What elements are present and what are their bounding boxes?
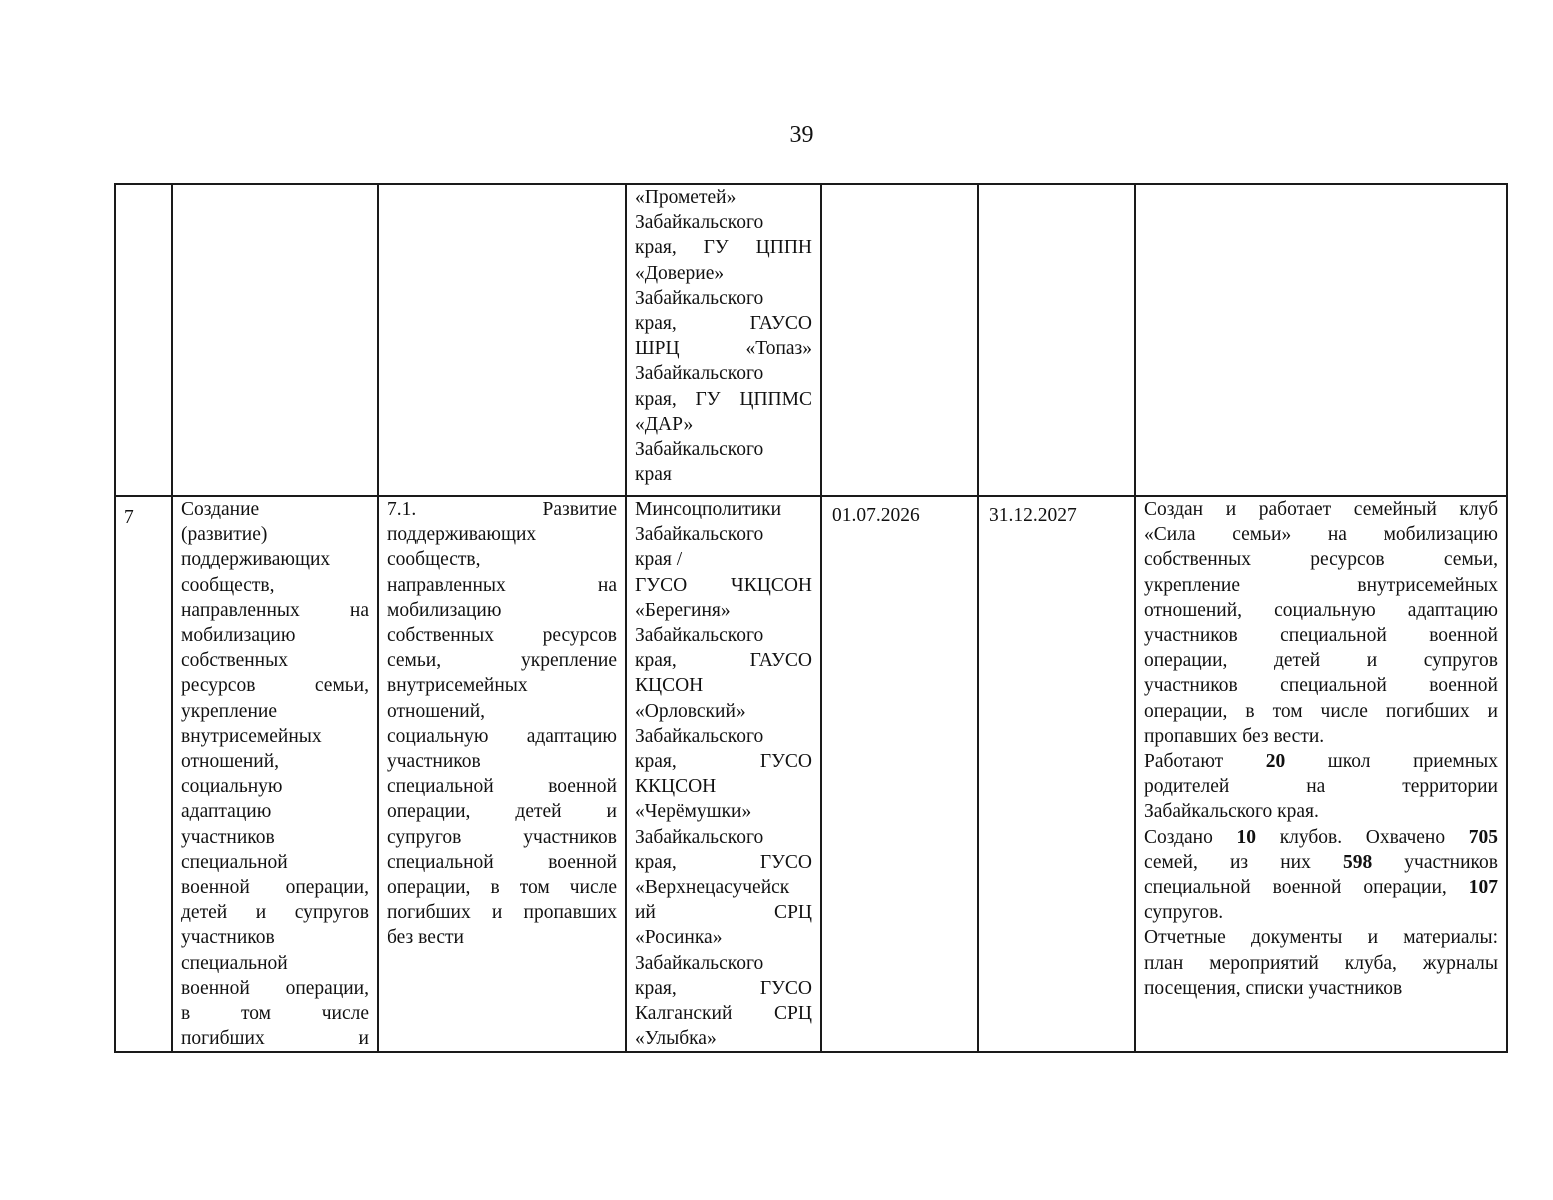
result-text xyxy=(1135,496,1507,1052)
cell-executors xyxy=(626,184,821,496)
text-line: «ДАР» xyxy=(635,413,694,435)
text-line: операции, детей и супругов xyxy=(1144,650,1498,672)
text-line: направленных на xyxy=(387,574,617,596)
text-line: специальной xyxy=(181,952,288,974)
start-date: 01.07.2026 xyxy=(821,496,978,1052)
cell-task xyxy=(172,184,378,496)
result-paragraph-3 xyxy=(1144,825,1498,926)
cell-number xyxy=(115,184,172,496)
text-line: специальной xyxy=(181,851,288,873)
text-line: Создание xyxy=(181,499,260,520)
result-line: Создано 10 клубов. Охвачено 705 xyxy=(1144,826,1498,848)
result-line: Работают 20 школ приемных xyxy=(1144,751,1498,773)
text-line: укрепление xyxy=(181,700,277,722)
text-line: военной операции, xyxy=(181,877,369,899)
families-count: 705 xyxy=(1468,826,1498,848)
text-line: 7.1. Развитие xyxy=(387,499,617,520)
text-line: Создан и работает семейный клуб xyxy=(1144,499,1498,520)
table-row-7 xyxy=(115,496,1507,1052)
text-line: участников xyxy=(387,751,481,773)
text-line: Отчетные документы и материалы: xyxy=(1144,927,1498,949)
text-line: «Верхнецасучейск xyxy=(635,877,790,899)
text-line: КЦСОН xyxy=(635,675,704,697)
text-line: социальную адаптацию xyxy=(387,725,617,747)
text-line: сообществ, xyxy=(181,574,275,596)
text-line: Калганский СРЦ xyxy=(635,1003,812,1025)
text-line: собственных xyxy=(181,650,288,672)
text-line: поддерживающих xyxy=(181,549,331,571)
result-paragraph-1 xyxy=(1144,497,1498,749)
text-line: отношений, социальную адаптацию xyxy=(1144,599,1498,621)
text-line: Забайкальского xyxy=(635,439,764,461)
text-line: края, ГАУСО xyxy=(635,313,812,335)
text-line: социальную xyxy=(181,776,283,798)
text-line: собственных ресурсов xyxy=(387,625,617,647)
text-line: «Орловский» xyxy=(635,700,746,722)
text-line: Минсоцполитики xyxy=(635,499,782,520)
text-line: погибших и пропавших xyxy=(387,902,617,924)
text-line: «Сила семьи» на мобилизацию xyxy=(1144,524,1498,546)
text-line: (развитие) xyxy=(181,524,268,546)
text-line: супругов участников xyxy=(387,826,617,848)
result-paragraph-4 xyxy=(1144,925,1498,1001)
text-line: отношений, xyxy=(387,700,486,722)
clubs-count: 10 xyxy=(1236,826,1257,848)
text-line: ий СРЦ xyxy=(635,902,812,924)
schools-count: 20 xyxy=(1265,751,1286,773)
text-line: внутрисемейных xyxy=(181,725,322,747)
text-line: Забайкальского xyxy=(635,826,764,848)
text-line: «Черёмушки» xyxy=(635,801,752,823)
text-line: Забайкальского xyxy=(635,212,764,234)
text-line: адаптацию xyxy=(181,801,272,823)
result-line: семей, из них 598 участников xyxy=(1144,851,1498,873)
page-number: 39 xyxy=(789,122,814,148)
text-line: поддерживающих xyxy=(387,524,537,546)
text-line: края / xyxy=(635,549,683,571)
result-line: супругов. xyxy=(1144,902,1224,924)
text-line: «Улыбка» xyxy=(635,1028,717,1050)
spouses-count: 107 xyxy=(1468,877,1498,899)
text-line: края, ГУ ЦППМС xyxy=(635,388,812,410)
text-line: края, ГУСО xyxy=(635,851,812,873)
text-line: специальной военной xyxy=(387,776,617,798)
row-number: 7 xyxy=(115,496,172,1052)
text-line: Забайкальского xyxy=(635,287,764,309)
text-line: погибших и xyxy=(181,1028,369,1050)
text-line: участников xyxy=(181,826,275,848)
text-line: ШРЦ «Топаз» xyxy=(635,338,812,360)
text-line: специальной военной xyxy=(387,851,617,873)
text-line: военной операции, xyxy=(181,977,369,999)
text-line: внутрисемейных xyxy=(387,675,528,697)
text-line: «Прометей» xyxy=(635,187,737,208)
text-line: «Доверие» xyxy=(635,262,725,284)
text-line: операции, в том числе xyxy=(387,877,617,899)
result-paragraph-2 xyxy=(1144,749,1498,825)
text-line: края, ГУСО xyxy=(635,751,812,773)
text-line: ГУСО ЧКЦСОН xyxy=(635,574,812,596)
text-line: укрепление внутрисемейных xyxy=(1144,574,1498,596)
text-line: ресурсов семьи, xyxy=(181,675,369,697)
text-line: операции, в том числе погибших и xyxy=(1144,700,1498,722)
text-line: без вести xyxy=(387,927,464,949)
text-line: Забайкальского xyxy=(635,952,764,974)
text-line: участников специальной военной xyxy=(1144,625,1498,647)
text-line: сообществ, xyxy=(387,549,481,571)
text-line: собственных ресурсов семьи, xyxy=(1144,549,1498,571)
task-text xyxy=(172,496,378,1052)
result-line: специальной военной операции, 107 xyxy=(1144,877,1498,899)
text-line: «Берегиня» xyxy=(635,599,731,621)
text-line: отношений, xyxy=(181,751,280,773)
text-line: семьи, укрепление xyxy=(387,650,617,672)
text-line: Забайкальского xyxy=(635,524,764,546)
text-line: направленных на xyxy=(181,599,369,621)
text-line: посещения, списки участников xyxy=(1144,977,1403,999)
text-line: «Росинка» xyxy=(635,927,723,949)
participants-count: 598 xyxy=(1342,851,1373,873)
text-line: мобилизацию xyxy=(387,599,502,621)
text-line: Забайкальского xyxy=(635,625,764,647)
text-line: Забайкальского xyxy=(635,363,764,385)
text-line: участников xyxy=(181,927,275,949)
text-line: края xyxy=(635,464,672,486)
text-line: пропавших без вести. xyxy=(1144,725,1325,747)
text-line: участников специальной военной xyxy=(1144,675,1498,697)
cell-result xyxy=(1135,184,1507,496)
text-line: ККЦСОН xyxy=(635,776,717,798)
result-line: Забайкальского края. xyxy=(1144,801,1319,823)
cell-end-date xyxy=(978,184,1135,496)
text-line: в том числе xyxy=(181,1003,369,1025)
text-line: мобилизацию xyxy=(181,625,296,647)
table-row-continuation xyxy=(115,184,1507,496)
text-line: края, ГУ ЦППН xyxy=(635,237,812,259)
text-line: края, ГАУСО xyxy=(635,650,812,672)
text-line: план мероприятий клуба, журналы xyxy=(1144,952,1498,974)
end-date: 31.12.2027 xyxy=(978,496,1135,1052)
text-line: края, ГУСО xyxy=(635,977,812,999)
text-line: Забайкальского xyxy=(635,725,764,747)
measure-text xyxy=(378,496,626,1052)
executors-text xyxy=(626,496,821,1052)
activity-table xyxy=(114,183,1508,1053)
cell-start-date xyxy=(821,184,978,496)
text-line: детей и супругов xyxy=(181,902,369,924)
text-line: операции, детей и xyxy=(387,801,617,823)
result-line: родителей на территории xyxy=(1144,776,1498,798)
cell-measure xyxy=(378,184,626,496)
